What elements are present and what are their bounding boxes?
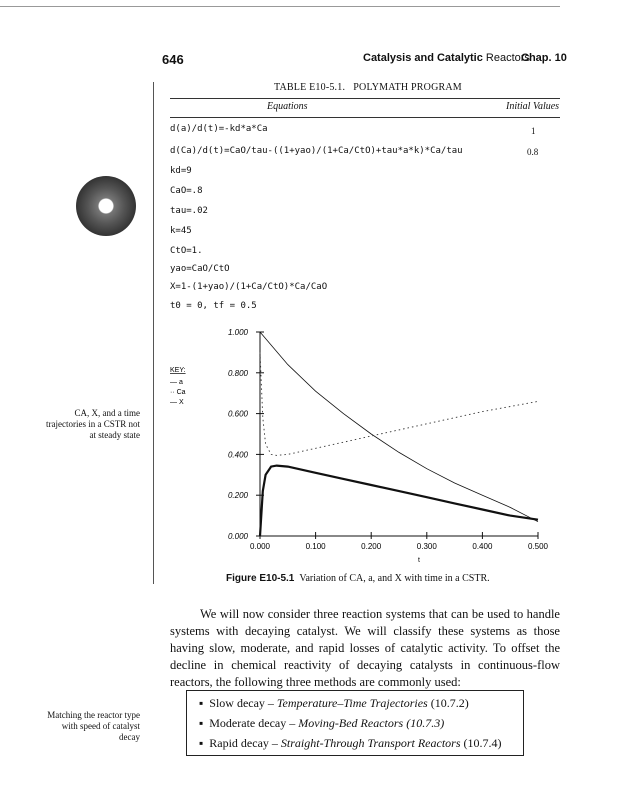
chart-ticks: [228, 328, 549, 564]
cd-rom-icon: [76, 176, 136, 236]
running-head: [363, 52, 530, 64]
initial-value: 1: [531, 126, 536, 136]
equation-line: X=1-(1+yao)/(1+Ca/CtO)*Ca/CaO: [170, 282, 328, 292]
figure-caption-label: Figure E10-5.1: [226, 573, 295, 584]
method-title: Straight-Through Transport Reactors: [280, 736, 461, 750]
chapter-label: Chap. 10: [521, 52, 567, 64]
x-tick-label: 0.100: [305, 542, 326, 551]
legend-entry-ca: ·· Ca: [170, 389, 186, 396]
y-tick-label: 0.800: [227, 368, 248, 378]
y-tick-label: 0.600: [227, 409, 248, 419]
method-title: Moving-Bed Reactors: [298, 716, 404, 730]
running-head-light: Reactors: [485, 52, 530, 64]
method-ref: (10.7.2): [430, 696, 469, 710]
x-tick-label: 0.400: [472, 542, 493, 551]
x-tick-label: 0.500: [527, 542, 549, 551]
equation-line: d(Ca)/d(t)=CaO/tau-((1+yao)/(1+Ca/CtO)+tau*a*k)*Ca/tau: [170, 146, 463, 156]
method-item-rapid: [199, 736, 502, 751]
top-rule: [0, 6, 560, 7]
table-rule-top: [170, 98, 560, 99]
method-ref: (10.7.4): [463, 736, 502, 750]
table-header-initial-values: Initial Values: [506, 101, 560, 112]
methods-box: [186, 690, 524, 756]
table-header-equations: Equations: [267, 101, 308, 112]
chart-axes: [260, 332, 538, 536]
initial-value: 0.8: [527, 147, 539, 157]
series-line-a: [260, 332, 538, 522]
equation-line: CaO=.8: [170, 186, 203, 196]
equation-line: yao=CaO/CtO: [170, 264, 230, 274]
chart: [150, 310, 570, 570]
legend-entry-a: — a: [170, 379, 183, 386]
figure-caption: [226, 573, 490, 584]
method-label: Slow decay –: [209, 696, 274, 710]
series-line-x: [260, 352, 538, 455]
x-tick-label: 0.000: [249, 542, 271, 551]
equation-line: CtO=1.: [170, 246, 203, 256]
running-head-bold: Catalysis and Catalytic: [363, 52, 483, 64]
chart-series: [260, 332, 538, 536]
x-axis-label: t: [418, 557, 420, 564]
equation-line: d(a)/d(t)=-kd*a*Ca: [170, 124, 268, 134]
x-tick-label: 0.200: [361, 542, 382, 551]
legend-title: KEY:: [170, 367, 186, 374]
method-label: Moderate decay –: [209, 716, 296, 730]
y-tick-label: 1.000: [227, 328, 248, 337]
figure-caption-text: Variation of CA, a, and X with time in a CSTR.: [299, 573, 490, 584]
margin-note-reactor-matching: Matching the reactor type with speed of catalyst decay: [47, 710, 140, 742]
x-tick-label: 0.300: [416, 542, 437, 551]
method-title: Temperature–Time Trajectories: [276, 696, 428, 710]
method-item-slow: [199, 696, 469, 711]
series-line-ca: [260, 466, 538, 536]
time-range-line: t0 = 0, tf = 0.5: [170, 301, 257, 311]
method-label: Rapid decay –: [209, 736, 278, 750]
body-paragraph: We will now consider three reaction systems that can be used to handle systems with decaying catalyst. We will classify these systems as those having slow, moderate, and rapid losses of catalytic activity. To offset the decline in chemical reactivity of decaying catalysts in continuous-flow reactors, the following three methods are commonly used:: [170, 607, 560, 689]
method-ref: (10.7.3): [406, 716, 445, 730]
chart-legend: [170, 367, 186, 406]
table-caption: [274, 82, 462, 93]
table-rule-bottom: [170, 117, 560, 118]
y-tick-label: 0.000: [227, 532, 248, 541]
y-tick-label: 0.400: [227, 450, 248, 460]
margin-note-trajectories: CA, X, and a time trajectories in a CSTR not at steady state: [46, 408, 140, 440]
bullet-icon: ▪: [199, 716, 204, 730]
legend-entry-x: — X: [170, 399, 184, 406]
equation-line: tau=.02: [170, 206, 208, 216]
table-caption-title: POLYMATH PROGRAM: [353, 82, 462, 93]
equation-line: k=45: [170, 226, 192, 236]
page-number: 646: [162, 52, 184, 67]
y-tick-label: 0.200: [227, 491, 248, 501]
method-item-moderate: [199, 716, 444, 731]
table-caption-prefix: TABLE E10-5.1.: [274, 82, 346, 93]
bullet-icon: ▪: [199, 736, 204, 750]
equation-line: kd=9: [170, 166, 192, 176]
bullet-icon: ▪: [199, 696, 204, 710]
